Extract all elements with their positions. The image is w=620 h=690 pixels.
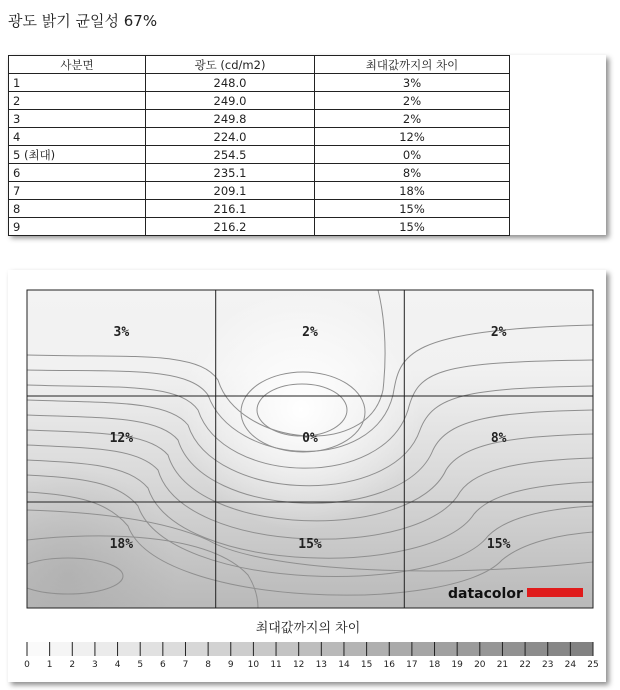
table-row [9, 182, 510, 200]
table-row [9, 218, 510, 236]
cell-luminance: 209.1 [146, 182, 315, 200]
scale-segment [27, 642, 50, 656]
scale-segment [412, 642, 435, 656]
scale-segment [72, 642, 95, 656]
scale-tick-label: 16 [383, 660, 395, 670]
scale-tick-label: 24 [564, 660, 577, 670]
scale-segment [435, 642, 458, 656]
cell-luminance: 248.0 [146, 74, 315, 92]
scale-tick-label: 4 [114, 660, 121, 670]
scale-tick-label: 12 [292, 660, 305, 670]
scale-tick-label: 2 [69, 660, 76, 670]
scale-tick-label: 0 [24, 660, 30, 670]
page-title: 광도 밝기 균일성 67% [8, 12, 158, 30]
scale-tick-label: 8 [205, 660, 211, 670]
scale-tick-label: 15 [360, 660, 373, 670]
scale-segment [502, 642, 525, 656]
scale-segment [118, 642, 141, 656]
scale-tick-label: 3 [92, 660, 98, 670]
scale-segment [95, 642, 118, 656]
cell-quadrant: 3 [9, 110, 146, 128]
scale-segment [389, 642, 412, 656]
scale-title: 최대값까지의 차이 [255, 621, 361, 636]
cell-luminance: 224.0 [146, 128, 315, 146]
scale-tick-label: 21 [496, 660, 509, 670]
scale-tick-label: 19 [451, 660, 463, 670]
scale-segment [480, 642, 503, 656]
cell-quadrant: 6 [9, 164, 146, 182]
scale-segment [525, 642, 548, 656]
table-header-row [9, 56, 510, 74]
uniformity-map-card [8, 270, 606, 682]
cell-difference: 18% [315, 182, 510, 200]
scale-segment [299, 642, 322, 656]
cell-quadrant: 5 (최대) [9, 146, 146, 164]
table-row [9, 74, 510, 92]
table-row [9, 128, 510, 146]
table-row [9, 110, 510, 128]
logo-red-bar [527, 588, 583, 597]
scale-segment [140, 642, 163, 656]
scale-tick-label: 25 [587, 660, 599, 670]
cell-difference: 2% [315, 110, 510, 128]
table-row [9, 164, 510, 182]
cell-luminance: 216.2 [146, 218, 315, 236]
scale-segment [208, 642, 231, 656]
scale-tick-label: 17 [406, 660, 418, 670]
cell-luminance: 254.5 [146, 146, 315, 164]
cell-label-7: 18% [109, 537, 134, 552]
scale-segment [344, 642, 367, 656]
cell-quadrant: 9 [9, 218, 146, 236]
scale-tick-label: 7 [182, 660, 189, 670]
table-row [9, 146, 510, 164]
cell-luminance: 235.1 [146, 164, 315, 182]
cell-label-2: 2% [302, 325, 318, 340]
scale-tick-label: 6 [159, 660, 166, 670]
cell-quadrant: 7 [9, 182, 146, 200]
scale-tick-label: 1 [46, 660, 53, 670]
scale-tick-label: 13 [315, 660, 328, 670]
scale-tick-label: 23 [541, 660, 554, 670]
scale-bar [27, 642, 593, 656]
scale-segment [570, 642, 593, 656]
scale-tick-label: 5 [137, 660, 144, 670]
uniformity-heatmap [8, 270, 606, 682]
scale-segment [185, 642, 208, 656]
scale-tick-label: 14 [338, 660, 350, 670]
cell-difference: 8% [315, 164, 510, 182]
scale-segment [548, 642, 571, 656]
cell-quadrant: 2 [9, 92, 146, 110]
cell-difference: 3% [315, 74, 510, 92]
header-quadrant: 사분면 [9, 56, 146, 74]
scale-tick-label: 22 [519, 660, 531, 670]
cell-difference: 15% [315, 200, 510, 218]
scale-segment [321, 642, 344, 656]
cell-quadrant: 8 [9, 200, 146, 218]
cell-luminance: 249.8 [146, 110, 315, 128]
scale-segment [367, 642, 390, 656]
cell-difference: 2% [315, 92, 510, 110]
cell-quadrant: 4 [9, 128, 146, 146]
cell-difference: 0% [315, 146, 510, 164]
cell-label-8: 15% [298, 537, 322, 552]
logo-text: datacolor [448, 586, 523, 602]
cell-luminance: 216.1 [146, 200, 315, 218]
table-row [9, 92, 510, 110]
cell-label-5: 0% [302, 431, 318, 446]
scale-segment [253, 642, 276, 656]
scale-tick-label: 10 [247, 660, 260, 670]
cell-label-9: 15% [486, 537, 511, 552]
scale-segment [231, 642, 254, 656]
cell-label-3: 2% [490, 325, 507, 340]
scale-segment [457, 642, 480, 656]
cell-label-6: 8% [490, 431, 507, 446]
scale-tick-label: 18 [428, 660, 441, 670]
table-row [9, 200, 510, 218]
scale-tick-label: 11 [270, 660, 282, 670]
header-difference: 최대값까지의 차이 [315, 56, 510, 74]
scale-tick-label: 9 [227, 660, 234, 670]
cell-label-4: 12% [109, 431, 134, 446]
cell-difference: 12% [315, 128, 510, 146]
scale-segment [276, 642, 299, 656]
luminance-table [8, 55, 510, 236]
cell-label-1: 3% [113, 325, 130, 340]
scale-segment [163, 642, 186, 656]
scale-segment [50, 642, 73, 656]
luminance-table-card [8, 55, 606, 235]
header-luminance: 광도 (cd/m2) [146, 56, 315, 74]
cell-difference: 15% [315, 218, 510, 236]
cell-quadrant: 1 [9, 74, 146, 92]
cell-luminance: 249.0 [146, 92, 315, 110]
scale-tick-label: 20 [474, 660, 486, 670]
